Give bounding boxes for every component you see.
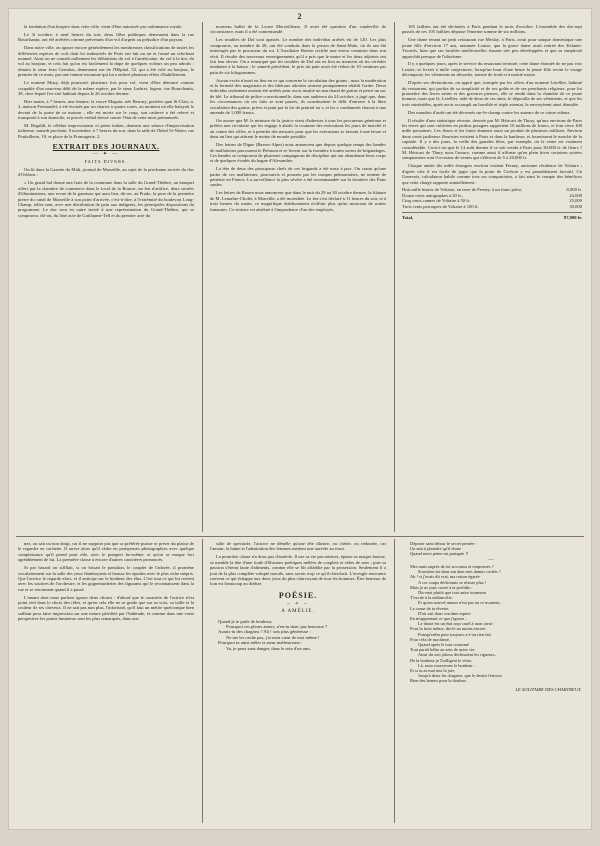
poem-line: En m'apprenant ce que j'ignore ; bbox=[410, 616, 467, 622]
article-paragraph: Le nommé Muzy, déjà poursuivi plusieurs fois pour vol, vient d'être dénoncé comme coupable d'un nouveau délit de la même espèce, par le sieur Larbret, logeur, rue Bourchanin, 28, chez lequel l'ex-cité habitait depuis le 26 octobre dernier. bbox=[18, 80, 194, 96]
poem-line: Puisqu'enfin pour toujours a-t-on rien fait bbox=[418, 631, 491, 637]
total-label: Total, bbox=[402, 215, 414, 221]
poem-line: Et si tu as mal mis la joie, bbox=[410, 668, 456, 674]
page-number: 2 bbox=[297, 12, 303, 21]
ornament: — bbox=[488, 557, 496, 563]
poem-line: La cause de ta rêverie. bbox=[410, 605, 450, 611]
section-divider bbox=[16, 536, 584, 537]
poem-line: Quand notre peine est partagée !! bbox=[410, 551, 469, 557]
article-paragraph: Des lettres de Digne (Basses-Alpes) nous annoncent que depuis quelque temps des bandes de malfaiteurs parcourent le Piémont et se livrent sur la frontière à toutes sortes de brigandages. Ces bandes se composent de plusieurs compagnons de discipline qui ont abandonné leurs corps et de quelques évadés du bagne d'Alexandrie. bbox=[210, 142, 386, 164]
poem-verse bbox=[402, 564, 582, 684]
sum-value: 30,000 bbox=[569, 203, 582, 209]
article-paragraph: 105 faillites ont été déclarées à Paris pendant le mois d'octobre. L'ensemble des dix-sept passifs de ces 105 faillites dépasse l'énorme somme de six millions. bbox=[402, 24, 582, 35]
poem-line: Le doute est un état trop cruel à mon cœur : bbox=[418, 621, 495, 627]
poem-line: Mais je ne puis croire à ta perfidie : bbox=[410, 584, 473, 590]
poem-line: Ainsi du sort jaloux déclinaient les rigueurs, bbox=[418, 652, 496, 658]
sum-label: Douze cents autographes à 20 fr., bbox=[402, 192, 464, 198]
column-2 bbox=[210, 24, 386, 530]
newspaper-page bbox=[8, 8, 592, 830]
poem-line: Ne me les cache pas, j'ai mon cœur de moi même ! bbox=[226, 634, 320, 640]
article-paragraph: la fondation d'un hospice dans cette ville, vient d'être autorisée par ordonnance royale. bbox=[24, 24, 183, 29]
sum-label: Trois cents perruques de Voltaire à 100 fr. bbox=[402, 203, 479, 209]
poem-line: Pourquoi ces pleurs amers, n'en-tu donc pas heureuse ? bbox=[226, 623, 328, 629]
poem-line: Tout paraît hélas au sein de notre vie. bbox=[410, 647, 476, 653]
article-paragraph: Dans notre ville, on ignore encore généralement les nombreuses classifications de toutes les différentes espèces de vols dont les industriels de Paris ont fait un art et formé un scholasat manuel. Ainsi on ne connaît nullement les définitions du vol à l'américaine, du vol à la tire, du vol au bonjour, et cela fait qu'on est facilement la dupe de quelques voleurs un peu adroits : témoin le sieur Jean Grandon, demeurant rue de l'Hôpital, 52, qui a été volé au bonjour, le premier de ce mois, par une femme inconnue qui lui a enlevé plusieurs effets d'habillement. bbox=[18, 45, 194, 78]
article-paragraph: « Un grand bal donné aux frais de la commune dans la salle du Grand-Théâtre, un banquet offert par la chambre de commerce dans le local de la Bourse, un feu d'artifice, deux soirées d'illuminations, une revue de la garnison qui aura lieu, dit-on, au Prado, la pose de la première pierre du canal de Marseille à son point d'arrivée, c'est-à-dire, à l'extrémité du boulevart Long-Champ, telles sont, avec une distribution de pain aux indigents, les principales dispositions du programme. Le duc sera en outre invité à une représentation du Grand-Théâtre, qui se composera, dit-on, du 3me acte de Guillaume-Tell et du premier acte du bbox=[18, 180, 194, 218]
article-paragraph: On lit dans la Gazette du Midi, journal de Marseille, au sujet de la prochaine arrivée du duc d'Orléans : bbox=[18, 167, 194, 178]
article-paragraph: Aucun excès n'avait eu lieu en ce qui concerne la circulation des grains ; mais la modération et la fermeté des magistrats et des libéraux adroites avaient promptement rétabli l'ordre. Deux individus seulement avaient été arrêtés pour avoir insulté un marchand de grains et percé un sac de blé. Le tribunal de police correctionnelle, dans son audience du 24 octobre, a jugé que, dans les circonstances où ces faits se sont passés, ils constituaient le délit d'entrave à la libre circulation des grains, prévu et puni par la loi de prairial an v, et les a condamnés chacun à une amende de 1,000 francs. bbox=[210, 77, 386, 116]
poem-line: Souviens-toi dans ton âme mes dames cachés ? bbox=[418, 569, 501, 575]
poem-line: Va, je peux sans danger, dans le sein d'un ami, bbox=[226, 645, 311, 651]
column-divider bbox=[394, 22, 395, 532]
article-paragraph: Les lettres de Rouen nous annoncent que dans la nuit du 29 au 30 octobre dernier, la filature de M. Lemaître-Cholet, à Monville, a été incendiée. Le feu s'est déclaré à 11 heures du soir, et à trois heures du matin, ce magnifique établissement n'offrait plus qu'un monceau de ruines fumantes. Ce sinistre est attribué à l'imprudence d'un des employés. bbox=[210, 190, 386, 212]
article-paragraph: Il résulte d'une statistique récente, dressée par M. Héricart de Thury, qu'aux environs de Paris les terres qui sont cultivées en jardins potagers rapportent 10 millions de francs, et font vivre 100 mille personnes. Les fleurs et les fruits donnent aussi un produit de plusieurs millions. Environ deux cents jardiniers fleuristes existent à Paris et dans la banlieue, et fournissent le marché de la capitale. Il y a des jours, la veille des grandes fêtes, par exemple, où la vente est vraiment considérable. Crois-t-on que le 14 août dernier il se soit vendu à Paris pour 30,000 fr. de fleurs ? M. Héricart de Thury nous l'assure, comme aussi il affirme qu'en plein hiver certaines soirées somptueuses sont l'occasion de ventes qui s'élèvent de 5 à 20,000 fr. bbox=[402, 117, 582, 161]
sum-label: Cinq cents cannes de Voltaire à 50 fr. bbox=[402, 198, 471, 204]
column-divider bbox=[394, 539, 395, 823]
sum-row bbox=[402, 204, 582, 209]
article-paragraph: Des mandats d'arrêt ont été décernés sur-le-champ contre les auteurs de ce crime odieux. bbox=[408, 109, 571, 115]
feuilleton-paragraph: Si par hasard on siffllait, si on brisait le pantalon, le couplet de l'adorée, il promène circulairement sur la salle des yeux flamboyants et hausse les épaules avec le plus riche mépris. Que l'actrice le regarde alors, et il anticipe sur le bonheur des élus. C'est tout ce qui lui revient avec les sourires de l'orchestre, et les gognenarderies des figurants qui le reconnaissent dans la rue et se retournent quand il a passé. bbox=[18, 565, 194, 592]
feuilleton-column-2 bbox=[210, 541, 386, 823]
poem-line: Déposer sans détour le secret pensée : bbox=[410, 541, 477, 546]
poem-verse bbox=[210, 619, 386, 651]
poem-dedication: A AMÉLIE. bbox=[281, 609, 315, 615]
feuilleton-column-1 bbox=[18, 541, 194, 823]
poem-line: Quand je te parle de bonheur, bbox=[218, 618, 273, 624]
poem-signature: LE SOLITAIRE DES CHARTREUX. bbox=[515, 686, 582, 692]
poem-line: De la bonheur je l'infligeai le vôtre, bbox=[410, 657, 473, 663]
article-paragraph: Chaque année dix mille étrangers environ visitent Ferney, ancienne résidence de Voltaire ; d'après cela il est facile de juger que la porte de Cicéron y est passablement lucratif. Un Genevois, calculateur habile comme tous ses compatriotes, a fait ainsi le compte des bénéfices que cette charge rapporte annuellement : bbox=[402, 163, 582, 185]
article-paragraph: D'après ses déclarations, on apprit que, trompée par les offres d'un nommé Letellier, habitué du restaurant, qui profita de sa simplicité et de ses goûts et de ses penchants religieux, pour lui promettre des livres saints et des gravures pieuses, elle se rendit dans la chambre de ce jeune homme, mais que là, Letellier, aidé de deux de ses amis, le dépouilla de ses vêtements, et que les trois misérables, après avoir accompli un horrible et triple attentat, la renvoyèrent ainsi dénudée. bbox=[402, 80, 582, 107]
section-title: EXTRAIT DES JOURNAUX. bbox=[52, 142, 160, 152]
poem-line: Pour la fuite même, dis-le au moins encore. bbox=[410, 626, 487, 632]
article-paragraph: M. Regaldi, le célèbre improvisateur et poète italien, donnera une séance d'improvisation italienne, samedi prochain, 9 novembre, à 7 heures du soir, dans la salle de l'hôtel St-Nizier, rue Poulaillerie, 19, et place de la Fromagerie, 2. bbox=[18, 123, 194, 139]
poem-line: A ces coups déchirants se résiste plus ! bbox=[418, 579, 487, 585]
article-paragraph: Les troubles de Dol sont apaisés. Le nombre des individus arrêtés est de 120. Les plus compromis, au nombre de 28, ont été conduits dans la prison de Saint-Malo, où ils ont été interrogés par le procureur du roi. L'Auxiliaire Breton rectifie une erreur commise dans son récit. Il résulte des nouveaux renseignements qu'il a pris que le maire et les deux adjoints ont fait leur devoir. On a remarqué que les troubles de Dol ont eu lieu au moment où les céréales tendaient à la baisse ; le samedi précédent, le prix du pain avait été réduit de 10 centimes par pain de six kilogrammes. bbox=[210, 37, 386, 75]
poem-line: Et qu'un nouvel amour n'est pas en ce moment, bbox=[418, 600, 501, 606]
poem-line: Là, nous trouverons le bonheur : bbox=[418, 662, 476, 668]
poem-line: Mes amis auprès de toi accourus et empressés ? bbox=[410, 564, 494, 570]
sum-list bbox=[402, 187, 582, 209]
poem-line: Bien des larmes pour la douleur. bbox=[410, 678, 467, 684]
poem-line: Jusqu'à deux les chagrins, que le destin t'envoie, bbox=[418, 673, 503, 679]
sum-value: 25,000 bbox=[569, 198, 582, 204]
poem-line: T'excite à la mélancolie, bbox=[410, 595, 453, 601]
article-paragraph: Hier matin, à 7 heures, une femme, la veuve Magnin, née Berrary, portière quai St-Clair, n. 2, maison Fermaudel, a été écrasée par un chariot à quatre roues, au moment où elle balayait le devant de la porte de sa maison ; elle est morte sur le coup, son cadavre a été relevé et transporté à son domicile, et procès-verbal dressé contre l'état de cette mort prématurée. bbox=[18, 98, 194, 121]
feuilleton-paragraph: La première classe n'a donc pas d'auréole. Il use sa vie par misères, épuise sa maigre bourse, se meuble la tête d'une foule d'illusions poétiques mêlées de couplets et vides de sens ; puis sa passion s'éteint faute d'aliments, comme elle se fût affaiblie par la possession. Seulement il a joui de la plus complète volupté morale, sans savoir trop ce qu'il cherchait. L'aveugle rencontre souvent ce qui échappe aux deux yeux du plus clairvoyant de tous les hommes. Être heureux de loin est beaucoup au théâtre. bbox=[210, 554, 386, 587]
column-divider bbox=[202, 539, 203, 823]
article-paragraph: Il y a quelques jours, après le service du restaurant terminé, cette dame étonnée de ne pas voir Louise, se livrait à mille conjectures, lorsqu'un bout d'une heure la jeune fille revint le visage décomposé, les vêtements en désordre, transie de froid et à moitié morte. bbox=[402, 61, 582, 78]
ornament: — ✦ — bbox=[92, 152, 120, 158]
poem-line: D'où sait donc ton âme espère bbox=[418, 610, 471, 616]
poem-line: Dis-moi plutôt que tout autre tourment bbox=[418, 590, 486, 596]
feuilleton-paragraph: nez, on sait ou non doigt, car il ne suppose pas que sa préférée puisse se priver du plaisir de le regarder en cachette. Il arrive alors qu'il cèdre en pompeuses photographies avec quelque complaisance qu'il prend pour elle, avec le pompier lui-même, et qu'on se moque fort agréablement de lui. La première classe a encore d'autres caractères prononcés. bbox=[18, 541, 194, 563]
article-paragraph: La tête de deux des principaux chefs de ces brigands a été mise à prix. On craint qu'une partie de ces malfaiteurs, poursuivis et poussés par les troupes piémontaises, ne tentent de pénétrer en France. La surveillance la plus sévère a été recommandée sur la frontière des États sardes. bbox=[210, 166, 386, 188]
article-paragraph: nouveau ballet de la Louve Merveilleuse. Il avait été question d'un vaudeville de circonstance, mais il a été contremandé. bbox=[210, 24, 386, 35]
poem-column bbox=[402, 541, 582, 823]
poem-line: Quand après le tout consumé bbox=[418, 642, 469, 648]
poem-title: POÉSIE. bbox=[278, 590, 318, 600]
column-divider bbox=[202, 22, 203, 532]
sum-value: 8,000 fr. bbox=[566, 187, 582, 193]
total-value: 87,000 fr. bbox=[563, 215, 582, 221]
poem-line: Aurais-tu des chagrins ? Ah ! sois plus généreuse : bbox=[218, 629, 311, 635]
poem-line: Ah ! si j'avais dit vrai, ma raison égarée bbox=[410, 574, 480, 580]
column-1 bbox=[18, 24, 194, 530]
sum-total bbox=[402, 212, 582, 220]
sum-value: 24,000 bbox=[569, 192, 582, 198]
article-paragraph: Une dame tenant un petit restaurant rue Meslay, à Paris, avait pour unique domestique une jeune fille d'environ 17 ans, nommée Louise, que la grave dame avait retirée des Enfants-Trouvés, bien que ses facultés intellectuelles fussent très peu développées et que sa simplicité approchât presque de l'idiotisme. bbox=[402, 37, 582, 59]
poem-line: Pourquoi tu ainsi mêler ta sœur malheureuse : bbox=[218, 640, 303, 646]
article-paragraph: On assure que M. le ministre de la justice vient d'adresser à tous les procureurs généraux et préfets une circulaire qui les engage à abolir la coutume des exécutions les jours de marché et au centre des villes, et à prendre des mesures pour que les exécutions se fassent à une heure et dans un lieu qui attirent le moins de monde possible. bbox=[210, 118, 386, 140]
feuilleton-paragraph: salle de spectacle, l'actrice ne démêle qu'une tête illustre, ou chérie, ou redoutée, car l'amour, la haine et l'admiration des femmes mettent une auréole au front. bbox=[210, 541, 386, 552]
column-3 bbox=[402, 24, 582, 530]
article-paragraph: Le 3i octobre, à neuf heures du soir, deux filles publiques demeurant dans la rue Bourchanin, ont été arrêtées comme prévenues d'un vol d'argent au préjudice d'un paysan. bbox=[18, 31, 194, 43]
poem-verse bbox=[402, 541, 582, 557]
poem-line: Un ami à plaindre qu'il doute bbox=[410, 546, 462, 552]
section-subtitle: FAITS DIVERS. bbox=[84, 158, 128, 164]
sum-label: Huit mille bustes de Voltaire, en terre de Ferney, à un franc pièce, bbox=[402, 187, 523, 193]
poem-line: Pour cela de ma dame, bbox=[410, 636, 450, 642]
feuilleton-paragraph: L'amant dont nous parlons ignore deux choses : d'abord que le caractère de l'actrice n'est point réel dans le choix des rôles, et qu'en cela elle ne se guide que sur sa voix, sa taille et la couleur de ses cheveux. Il ne sait pas non plus, l'infortuné, qu'il faut un mérite quelconque bien saillant pour faire impression sur une nature pétrifiée par l'habitude, et comme dans une vaste perspective les points lumineux sont les plus remarqués, dans une bbox=[18, 594, 194, 622]
ornament: ~ ✧ ~ bbox=[286, 601, 310, 607]
